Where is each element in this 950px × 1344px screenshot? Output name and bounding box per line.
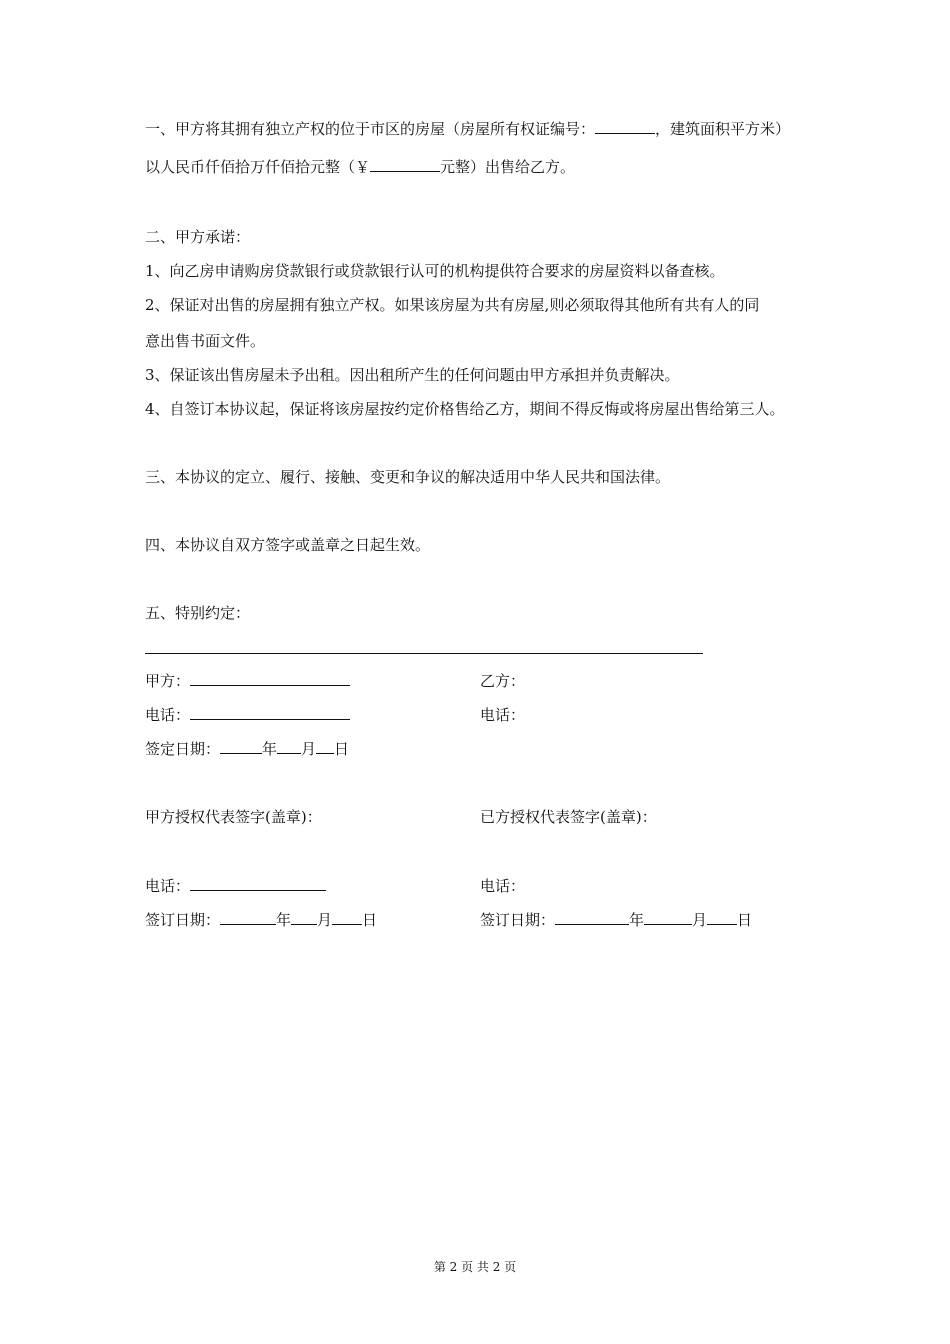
rep-b-label: 已方授权代表签字(盖章)： bbox=[480, 808, 657, 826]
rep-a-phone-row bbox=[145, 876, 326, 896]
rep-a-phone-blank[interactable] bbox=[190, 876, 326, 891]
rep-a-year-blank[interactable] bbox=[220, 910, 276, 925]
rep-a-month-blank[interactable] bbox=[291, 910, 317, 925]
certificate-number-blank[interactable] bbox=[595, 119, 655, 134]
clause1-line2 bbox=[145, 157, 575, 177]
party-a-blank[interactable] bbox=[190, 671, 350, 686]
clause4: 四、本协议自双方签字或盖章之日起生效。 bbox=[145, 536, 431, 554]
clause2-heading: 二、甲方承诺： bbox=[145, 228, 251, 246]
clause1-price-text: 以人民币仟佰拾万仟佰拾元整（￥ bbox=[145, 158, 371, 176]
phone-b-label: 电话： bbox=[480, 706, 526, 724]
page-footer: 第 2 页 共 2 页 bbox=[433, 1260, 517, 1274]
clause3: 三、本协议的定立、履行、接触、变更和争议的解决适用中华人民共和国法律。 bbox=[145, 468, 671, 486]
sign-year-blank[interactable] bbox=[220, 739, 262, 754]
clause1-line1 bbox=[145, 119, 790, 139]
sign-day-blank[interactable] bbox=[316, 739, 334, 754]
clause1-text-a: 一、甲方将其拥有独立产权的位于市区的房屋（房屋所有权证编号： bbox=[145, 120, 596, 138]
phone-a-blank[interactable] bbox=[190, 705, 350, 720]
sign-date-label: 签定日期： bbox=[145, 740, 221, 758]
party-a-label: 甲方： bbox=[145, 672, 191, 690]
day-label: 日 bbox=[737, 911, 753, 929]
month-label: 月 bbox=[301, 740, 317, 758]
rep-a-date-label: 签订日期： bbox=[145, 911, 221, 929]
year-label: 年 bbox=[262, 740, 278, 758]
rep-b-phone-label: 电话： bbox=[480, 877, 526, 895]
clause2-item3: 3、保证该出售房屋未予出租。因出租所产生的任何问题由甲方承担并负责解决。 bbox=[145, 366, 680, 384]
phone-a-label: 电话： bbox=[145, 706, 191, 724]
phone-a-row bbox=[145, 705, 350, 725]
rep-a-phone-label: 电话： bbox=[145, 877, 191, 895]
clause2-item1: 1、向乙房申请购房贷款银行或贷款银行认可的机构提供符合要求的房屋资料以备查核。 bbox=[145, 262, 725, 280]
price-blank[interactable] bbox=[370, 157, 440, 172]
year-label: 年 bbox=[629, 911, 645, 929]
party-a-row bbox=[145, 671, 350, 691]
rep-a-date-row bbox=[145, 910, 377, 930]
clause1-price-suffix: 元整）出售给乙方。 bbox=[440, 158, 576, 176]
clause2-item4: 4、自签订本协议起，保证将该房屋按约定价格售给乙方，期间不得反悔或将房屋出售给第三人。 bbox=[145, 400, 785, 418]
clause2-item2-line1: 2、保证对出售的房屋拥有独立产权。如果该房屋为共有房屋,则必须取得其他所有共有人的同 bbox=[145, 296, 760, 314]
day-label: 日 bbox=[362, 911, 378, 929]
sign-date-row bbox=[145, 739, 349, 759]
rep-b-date-row bbox=[480, 910, 752, 930]
year-label: 年 bbox=[276, 911, 292, 929]
rep-a-label: 甲方授权代表签字(盖章)： bbox=[145, 808, 322, 826]
special-terms-line[interactable] bbox=[145, 653, 703, 654]
party-b-label: 乙方： bbox=[480, 672, 526, 690]
rep-b-year-blank[interactable] bbox=[555, 910, 629, 925]
clause2-item2-line2: 意出售书面文件。 bbox=[145, 332, 266, 350]
day-label: 日 bbox=[334, 740, 350, 758]
clause5-heading: 五、特别约定： bbox=[145, 604, 251, 622]
rep-b-day-blank[interactable] bbox=[707, 910, 737, 925]
month-label: 月 bbox=[317, 911, 333, 929]
rep-b-date-label: 签订日期： bbox=[480, 911, 556, 929]
clause1-text-b: ，建筑面积平方米） bbox=[655, 120, 791, 138]
sign-month-blank[interactable] bbox=[277, 739, 301, 754]
month-label: 月 bbox=[692, 911, 708, 929]
rep-a-day-blank[interactable] bbox=[332, 910, 362, 925]
rep-b-month-blank[interactable] bbox=[644, 910, 692, 925]
